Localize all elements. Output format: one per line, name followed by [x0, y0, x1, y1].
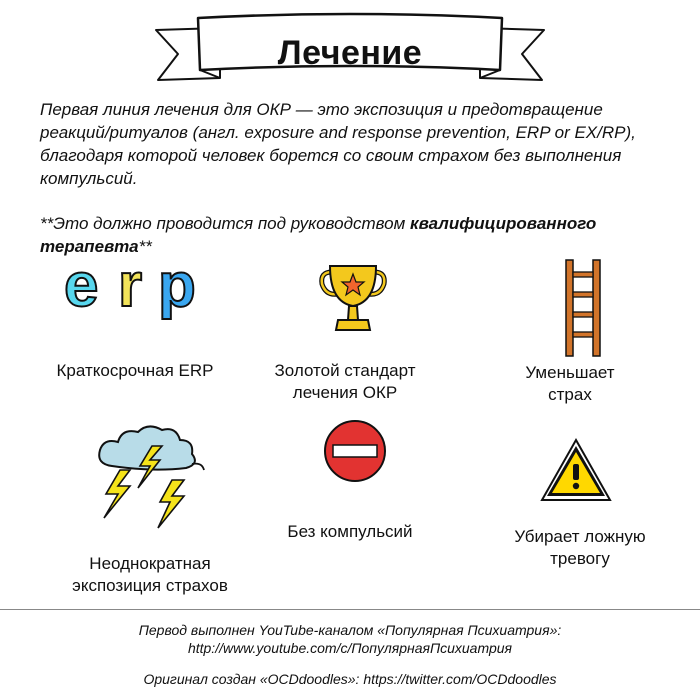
- original-credit[interactable]: Оригинал создан «OCDdoodles»: https://twitter.com/OCDdoodles: [143, 671, 557, 687]
- caption-gold-standard: Золотой стандарт лечения ОКР: [274, 361, 416, 402]
- erp-letter-e: e: [64, 258, 99, 320]
- erp-letter-r: r: [118, 258, 143, 320]
- no-entry-icon: [322, 418, 388, 489]
- caption-no-compulsions: Без компульсий: [287, 522, 413, 541]
- warning-sign-icon: [538, 436, 614, 511]
- caption-reduces-fear: Уменьшает страх: [525, 363, 615, 404]
- footer-divider: [0, 609, 700, 610]
- caption-short-erp: Краткосрочная ERP: [56, 361, 214, 380]
- translation-credit: Первод выполнен YouTube-каналом «Популярная Психиатрия»:: [138, 622, 562, 638]
- note-suffix: **: [138, 237, 152, 256]
- page-title: Лечение: [277, 34, 423, 72]
- caption-repeated-exposure: Неоднократная экспозиция страхов: [72, 554, 228, 595]
- supervision-note: [40, 212, 670, 258]
- translation-url[interactable]: http://www.youtube.com/c/ПопулярнаяПсихиатрия: [187, 640, 513, 656]
- note-bold: квалифицированного терапевта: [40, 214, 597, 256]
- ladder-icon: [560, 258, 606, 363]
- title-banner: [150, 8, 550, 90]
- note-prefix: **Это должно проводится под руководством: [40, 214, 410, 233]
- intro-paragraph: Первая линия лечения для ОКР — это экспозиция и предотвращение реакций/ритуалов (англ. exposure and response prevention, ERP or EX/RP), благодаря которой человек борется со своим страхом без выполнения компульсий.: [40, 100, 636, 188]
- trophy-icon: [318, 258, 388, 343]
- storm-cloud-icon: [92, 422, 212, 552]
- caption-removes-false-alarm: Убирает ложную тревогу: [514, 527, 646, 568]
- erp-letter-p: p: [158, 258, 196, 320]
- erp-letters-icon: [62, 258, 212, 343]
